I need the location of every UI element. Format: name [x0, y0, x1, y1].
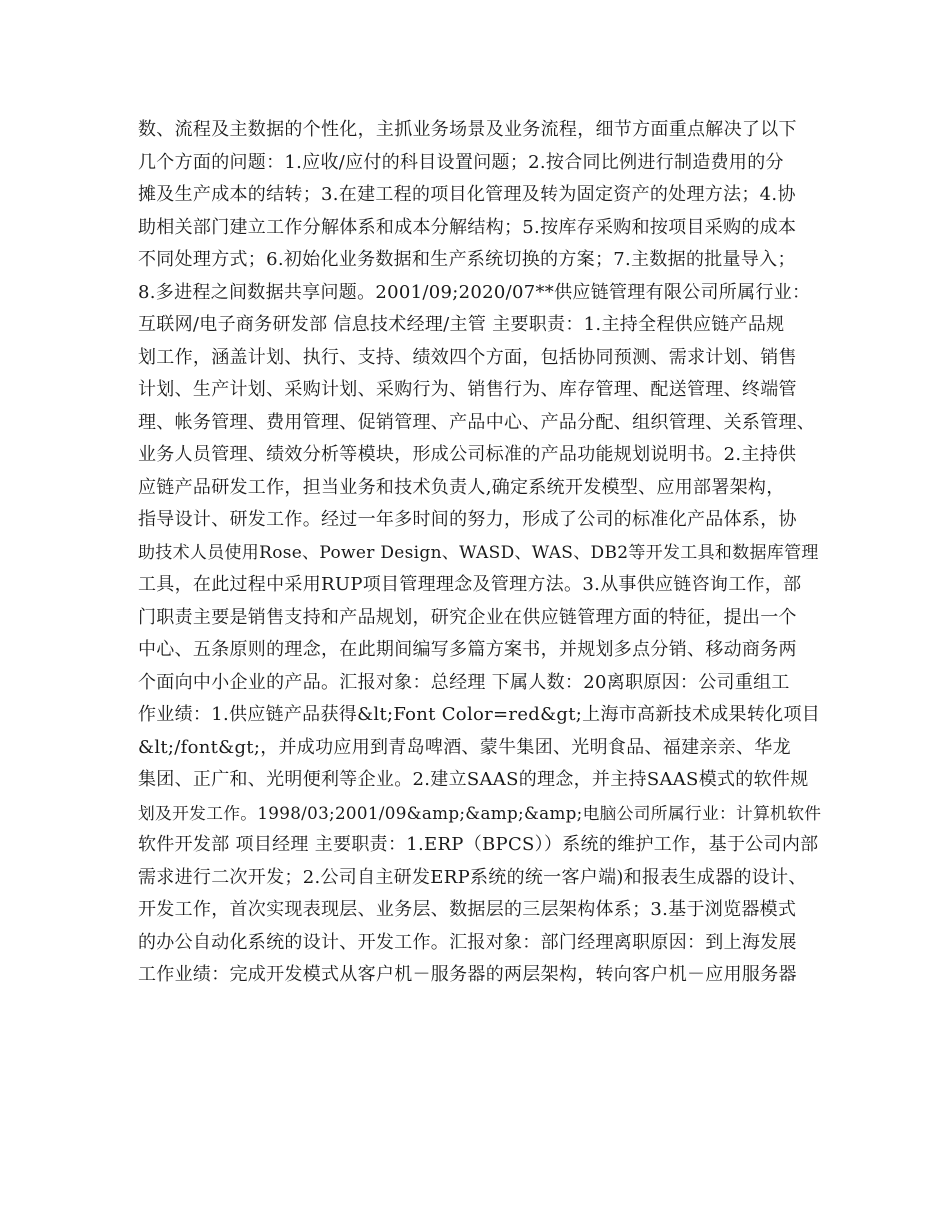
text-line-14: 助技术人员使用Rose、Power Design、WASD、WAS、DB2等开发工具和数据库管理: [138, 542, 819, 563]
text-line-20: &lt;/font&gt;，并成功应用到青岛啤酒、蒙牛集团、光明食品、福建亲亲、华龙: [138, 736, 791, 758]
text-line-11: 业务人员管理、绩效分析等模块，形成公司标准的产品功能规划说明书。2.主持供: [138, 444, 797, 465]
text-line-21: 集团、正广和、光明便利等企业。2.建立SAAS的理念，并主持SAAS模式的软件规: [138, 769, 809, 790]
text-line-24: 需求进行二次开发；2.公司自主研发ERP系统的统一客户端)和报表生成器的设计、: [138, 866, 807, 888]
text-line-8: 划工作，涵盖计划、执行、支持、绩效四个方面，包括协同预测、需求计划、销售: [138, 346, 797, 368]
text-line-23: 软件开发部 项目经理 主要职责：1.ERP（BPCS））系统的维护工作，基于公司内部: [138, 834, 819, 855]
text-line-3: 摊及生产成本的结转；3.在建工程的项目化管理及转为固定资产的处理方法；4.协: [138, 184, 796, 205]
body-text: [138, 114, 828, 992]
text-line-27: 工作业绩：完成开发模式从客户机－服务器的两层架构，转向客户机－应用服务器: [138, 964, 797, 985]
text-line-22: 划及开发工作。1998/03;2001/09&amp;&amp;&amp;电脑公司所属行业：计算机软件: [138, 802, 822, 823]
text-line-4: 助相关部门建立工作分解体系和成本分解结构；5.按库存采购和按项目采购的成本: [138, 216, 797, 238]
text-line-9: 计划、生产计划、采购计划、采购行为、销售行为、库存管理、配送管理、终端管: [138, 379, 797, 400]
text-line-18: 个面向中小企业的产品。汇报对象：总经理 下属人数：20离职原因：公司重组工: [138, 671, 790, 693]
text-line-16: 门职责主要是销售支持和产品规划，研究企业在供应链管理方面的特征，提出一个: [138, 606, 797, 628]
text-line-19: 作业绩：1.供应链产品获得&lt;Font Color=red&gt;上海市高新技术成果转化项目: [138, 704, 821, 725]
text-line-26: 的办公自动化系统的设计、开发工作。汇报对象：部门经理离职原因：到上海发展: [138, 931, 797, 953]
text-line-15: 工具，在此过程中采用RUP项目管理理念及管理方法。3.从事供应链咨询工作，部: [138, 574, 802, 595]
text-line-1: 数、流程及主数据的个性化，主抓业务场景及业务流程，细节方面重点解决了以下: [138, 119, 797, 140]
text-line-10: 理、帐务管理、费用管理、促销管理、产品中心、产品分配、组织管理、关系管理、: [138, 411, 816, 433]
text-line-7: 互联网/电子商务研发部 信息技术经理/主管 主要职责：1.主持全程供应链产品规: [138, 314, 785, 335]
text-line-5: 不同处理方式；6.初始化业务数据和生产系统切换的方案；7.主数据的批量导入；: [138, 249, 796, 270]
text-line-2: 几个方面的问题：1.应收/应付的科目设置问题；2.按合同比例进行制造费用的分: [138, 151, 784, 173]
text-line-6: 8.多进程之间数据共享问题。2001/09;2020/07**供应链管理有限公司所属行业：: [138, 281, 811, 303]
text-line-17: 中心、五条原则的理念，在此期间编写多篇方案书，并规划多点分销、移动商务两: [138, 639, 797, 660]
text-line-12: 应链产品研发工作，担当业务和技术负责人,确定系统开发模型、应用部署架构，: [138, 476, 785, 498]
text-line-13: 指导设计、研发工作。经过一年多时间的努力，形成了公司的标准化产品体系，协: [138, 509, 797, 530]
text-line-25: 开发工作，首次实现表现层、业务层、数据层的三层架构体系；3.基于浏览器模式: [138, 899, 797, 920]
